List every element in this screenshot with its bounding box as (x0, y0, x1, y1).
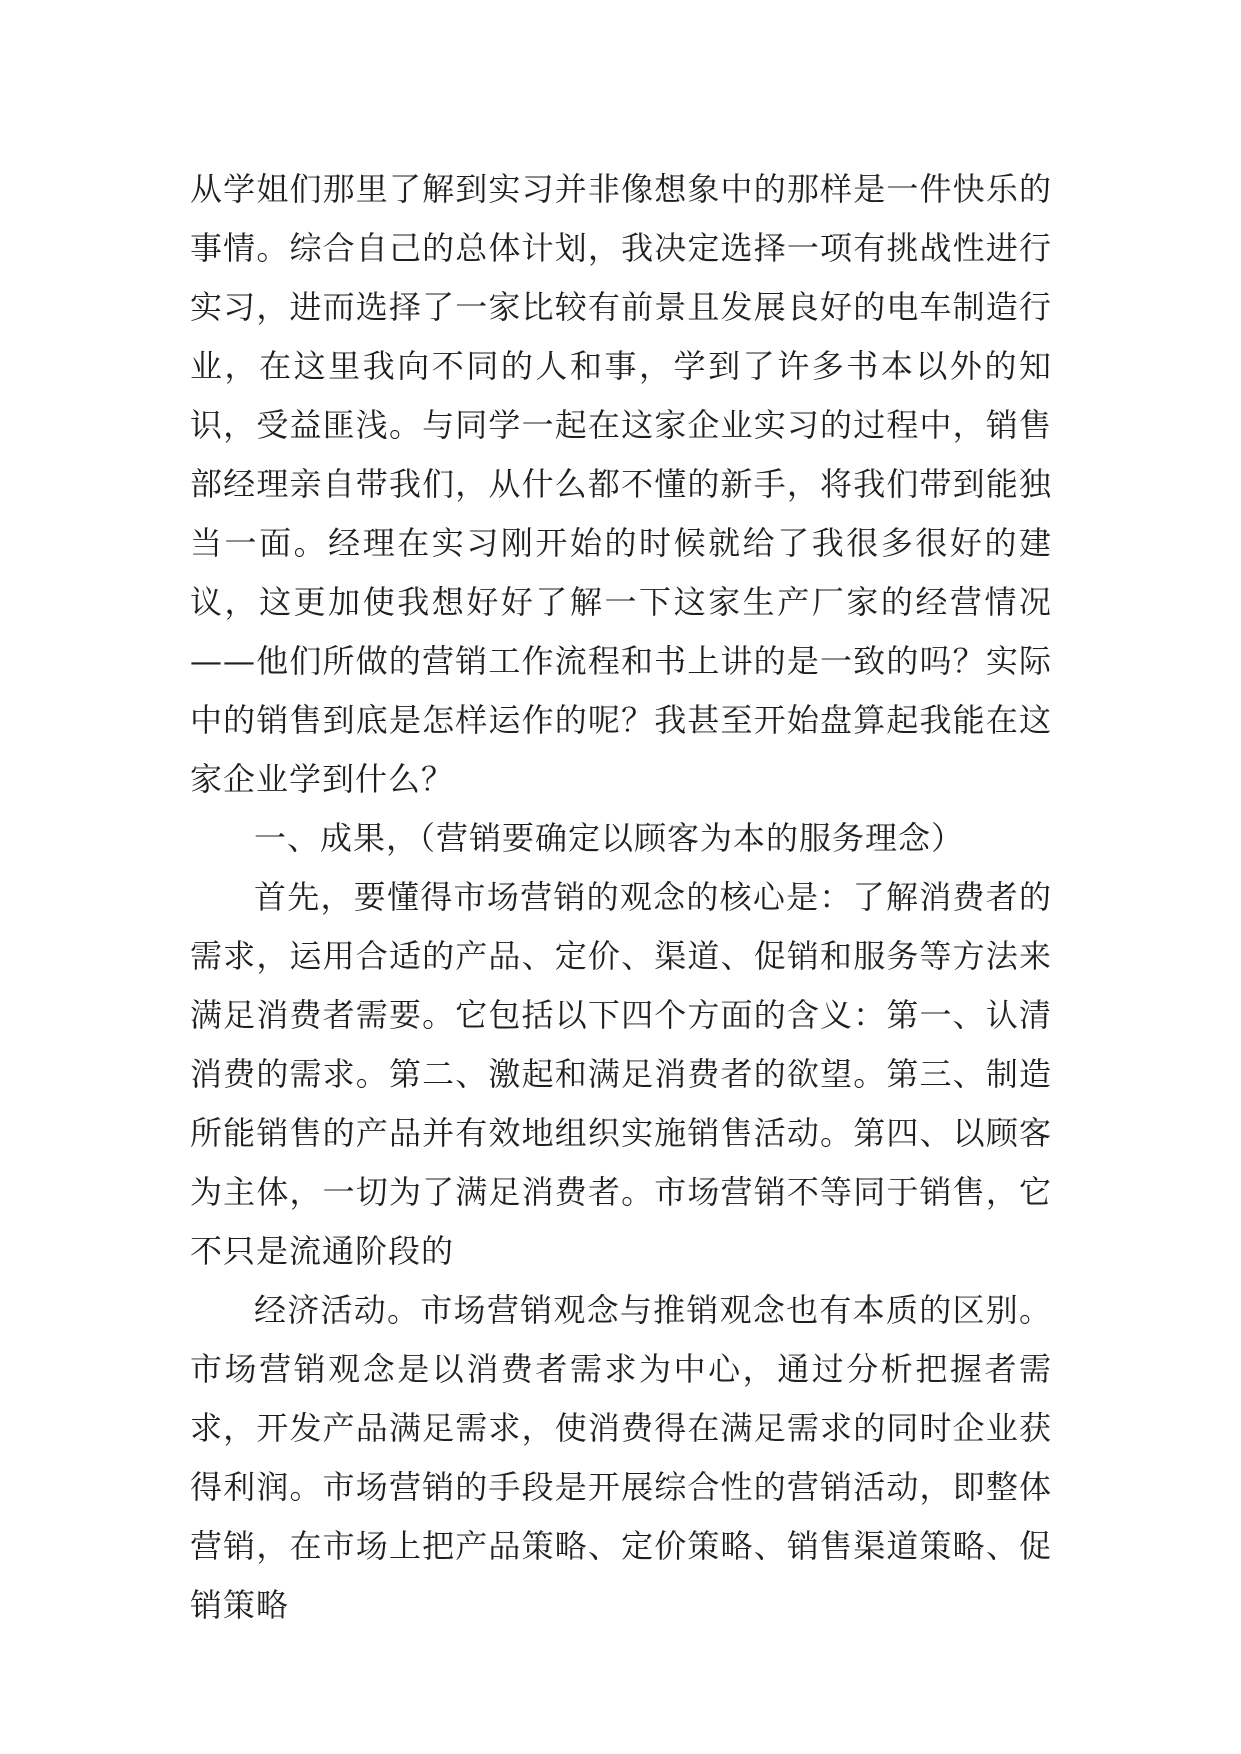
section-heading-achievements: 一、成果，（营销要确定以顾客为本的服务理念） (254, 819, 965, 857)
paragraph-intro: 从学姐们那里了解到实习并非像想象中的那样是一件快乐的事情。综合自己的总体计划，我决定选择一项有挑战性进行实习，进而选择了一家比较有前景且发展良好的电车制造行业，在这里我向不同的人和事，学到了许多书本以外的知识，受益匪浅。与同学一起在这家企业实习的过程中，销售部经理亲自带我们，从什么都不懂的新手，将我们带到能独当一面。经理在实习刚开始的时候就给了我很多很好的建议，这更加使我想好好了解一下这家生产厂家的经营情况——他们所做的营销工作流程和书上讲的是一致的吗？实际中的销售到底是怎样运作的呢？我甚至开始盘算起我能在这家企业学到什么？ (190, 170, 1052, 798)
document-body (190, 160, 1052, 1635)
paragraph-marketing-concept: 经济活动。市场营销观念与推销观念也有本质的区别。市场营销观念是以消费者需求为中心，通过分析把握者需求，开发产品满足需求，使消费得在满足需求的同时企业获得利润。市场营销的手段是开展综合性的营销活动，即整体营销，在市场上把产品策略、定价策略、销售渠道策略、促销策略 (190, 1291, 1052, 1624)
paragraph-marketing-core: 首先，要懂得市场营销的观念的核心是：了解消费者的需求，运用合适的产品、定价、渠道、促销和服务等方法来满足消费者需要。它包括以下四个方面的含义：第一、认清消费的需求。第二、激起和满足消费者的欲望。第三、制造所能销售的产品并有效地组织实施销售活动。第四、以顾客为主体，一切为了满足消费者。市场营销不等同于销售，它不只是流通阶段的 (190, 878, 1052, 1270)
